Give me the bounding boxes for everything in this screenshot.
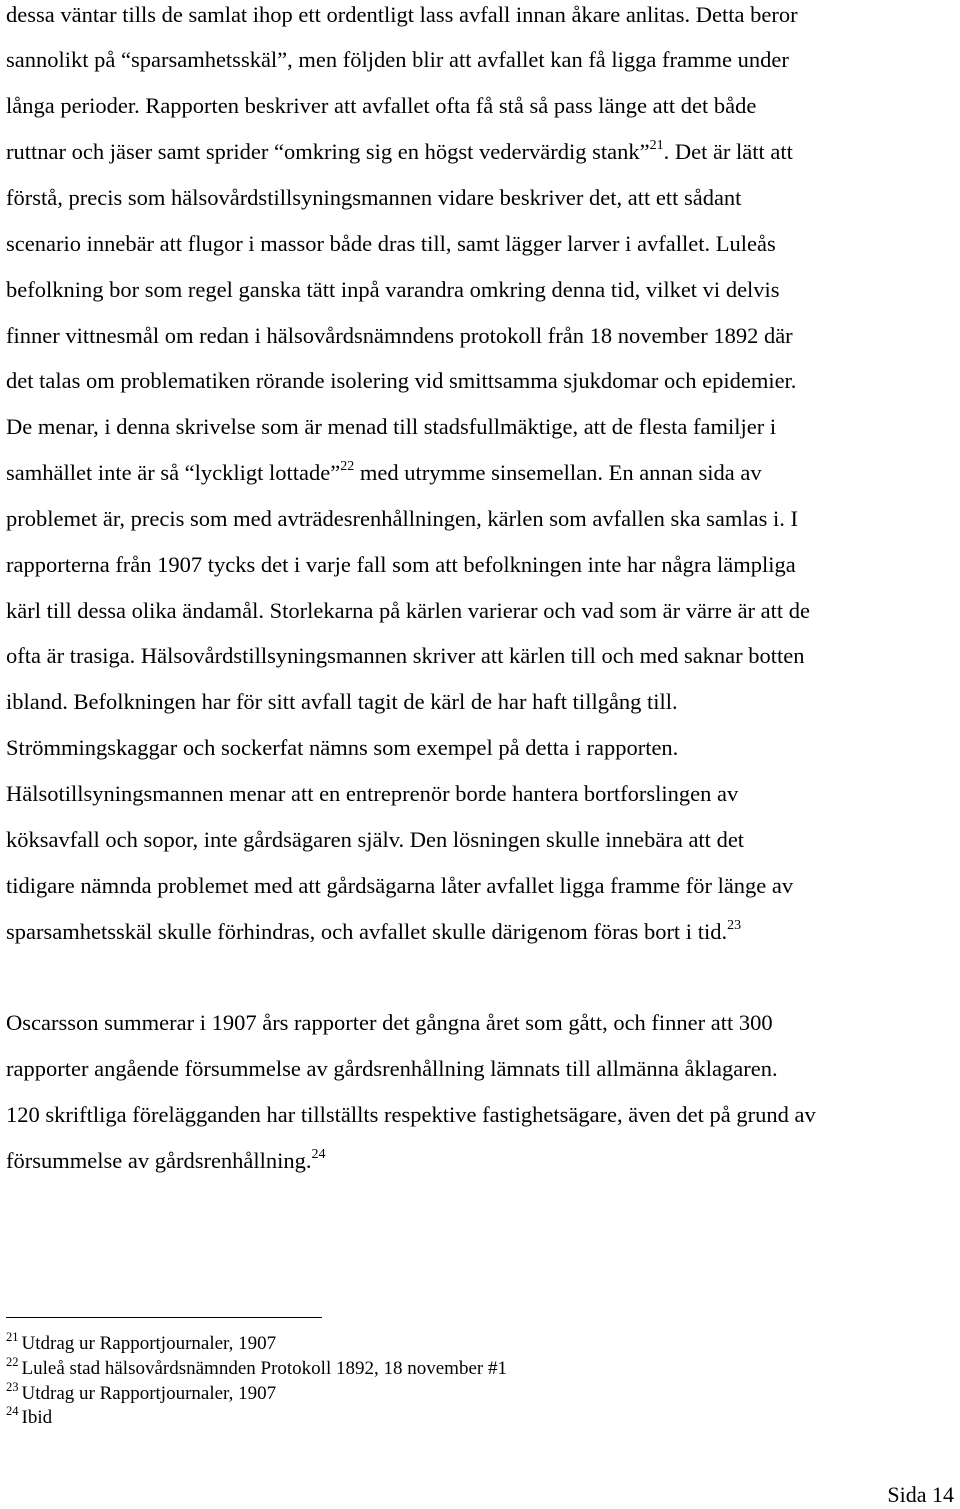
footnote-text: Utdrag ur Rapportjournaler, 1907 [21,1333,277,1354]
text-line: samhället inte är så “lyckligt lottade”$^{22}$ med utrymme sinsemellan. En annan sida av [6,459,762,485]
text-line: sannolikt på “sparsamhetsskäl”, men följden blir att avfallet kan få ligga framme under [6,47,789,72]
text-line: 120 skriftliga förelägganden har tillställts respektive fastighetsägare, även det på grund av [6,1102,816,1127]
footnote [6,1332,276,1356]
text-line: sparsamhetsskäl skulle förhindras, och avfallet skulle därigenom föras bort i tid.$^{23}$ [6,918,742,944]
text-line: scenario innebär att flugor i massor både dras till, samt lägger larver i avfallet. Luleås [6,231,776,256]
footnote-number: 22 [6,1355,19,1369]
footnote-text: Ibid [21,1407,53,1428]
text-line: det talas om problematiken rörande isolering vid smittsamma sjukdomar och epidemier. [6,368,797,393]
footnote-number: 23 [6,1380,19,1394]
footnote-number: 21 [6,1330,19,1344]
footnote [6,1382,276,1406]
text-line: dessa väntar tills de samlat ihop ett ordentligt lass avfall innan åkare anlitas. Detta beror [6,2,798,27]
footnote-text: Utdrag ur Rapportjournaler, 1907 [21,1383,277,1404]
page-number: Sida 14 [887,1482,954,1507]
text-line: Oscarsson summerar i 1907 års rapporter det gångna året som gått, och finner att 300 [6,1010,773,1035]
text-line: kärl till dessa olika ändamål. Storlekarna på kärlen varierar och vad som är värre är att de [6,598,811,623]
text-line: ruttnar och jäser samt sprider “omkring sig en högst vedervärdig stank”$^{21}$. Det är lätt att [6,138,793,164]
text-line: köksavfall och sopor, inte gårdsägaren själv. Den lösningen skulle innebära att det [6,827,745,852]
text-line: tidigare nämnda problemet med att gårdsägarna låter avfallet ligga framme för länge av [6,873,794,898]
text-line: ofta är trasiga. Hälsovårdstillsyningsmannen skriver att kärlen till och med saknar botten [6,643,805,668]
footnote-ref: 21 [649,138,664,153]
text-line: rapporterna från 1907 tycks det i varje fall som att befolkningen inte har några lämpliga [6,552,796,577]
footnote-separator [6,1317,322,1318]
footnote-text: Luleå stad hälsovårdsnämnden Protokoll 1892, 18 november #1 [21,1358,507,1379]
text-line: De menar, i denna skrivelse som är menad till stadsfullmäktige, att de flesta familjer i [6,414,777,439]
footnote [6,1406,52,1430]
footnote-ref: 22 [340,459,355,474]
text-line: problemet är, precis som med avträdesrenhållningen, kärlen som avfallen ska samlas i. I [6,506,798,531]
text-line: långa perioder. Rapporten beskriver att avfallet ofta få stå så pass länge att det både [6,93,757,118]
text-line: befolkning bor som regel ganska tätt inpå varandra omkring denna tid, vilket vi delvis [6,277,780,302]
text-line: rapporter angående försummelse av gårdsrenhållning lämnats till allmänna åklagaren. [6,1056,778,1081]
footnote [6,1357,507,1381]
text-line: förstå, precis som hälsovårdstillsyningsmannen vidare beskriver det, att ett sådant [6,185,742,210]
text-line: finner vittnesmål om redan i hälsovårdsnämndens protokoll från 18 november 1892 där [6,323,793,348]
text-line: försummelse av gårdsrenhållning.$^{24}$ [6,1147,326,1173]
footnote-ref: 23 [727,918,742,933]
text-line: ibland. Befolkningen har för sitt avfall tagit de kärl de har haft tillgång till. [6,689,678,714]
footnote-ref: 24 [311,1147,326,1162]
text-line: Strömmingskaggar och sockerfat nämns som exempel på detta i rapporten. [6,735,679,760]
text-line: Hälsotillsyningsmannen menar att en entreprenör borde hantera bortforslingen av [6,781,739,806]
footnote-number: 24 [6,1404,19,1418]
